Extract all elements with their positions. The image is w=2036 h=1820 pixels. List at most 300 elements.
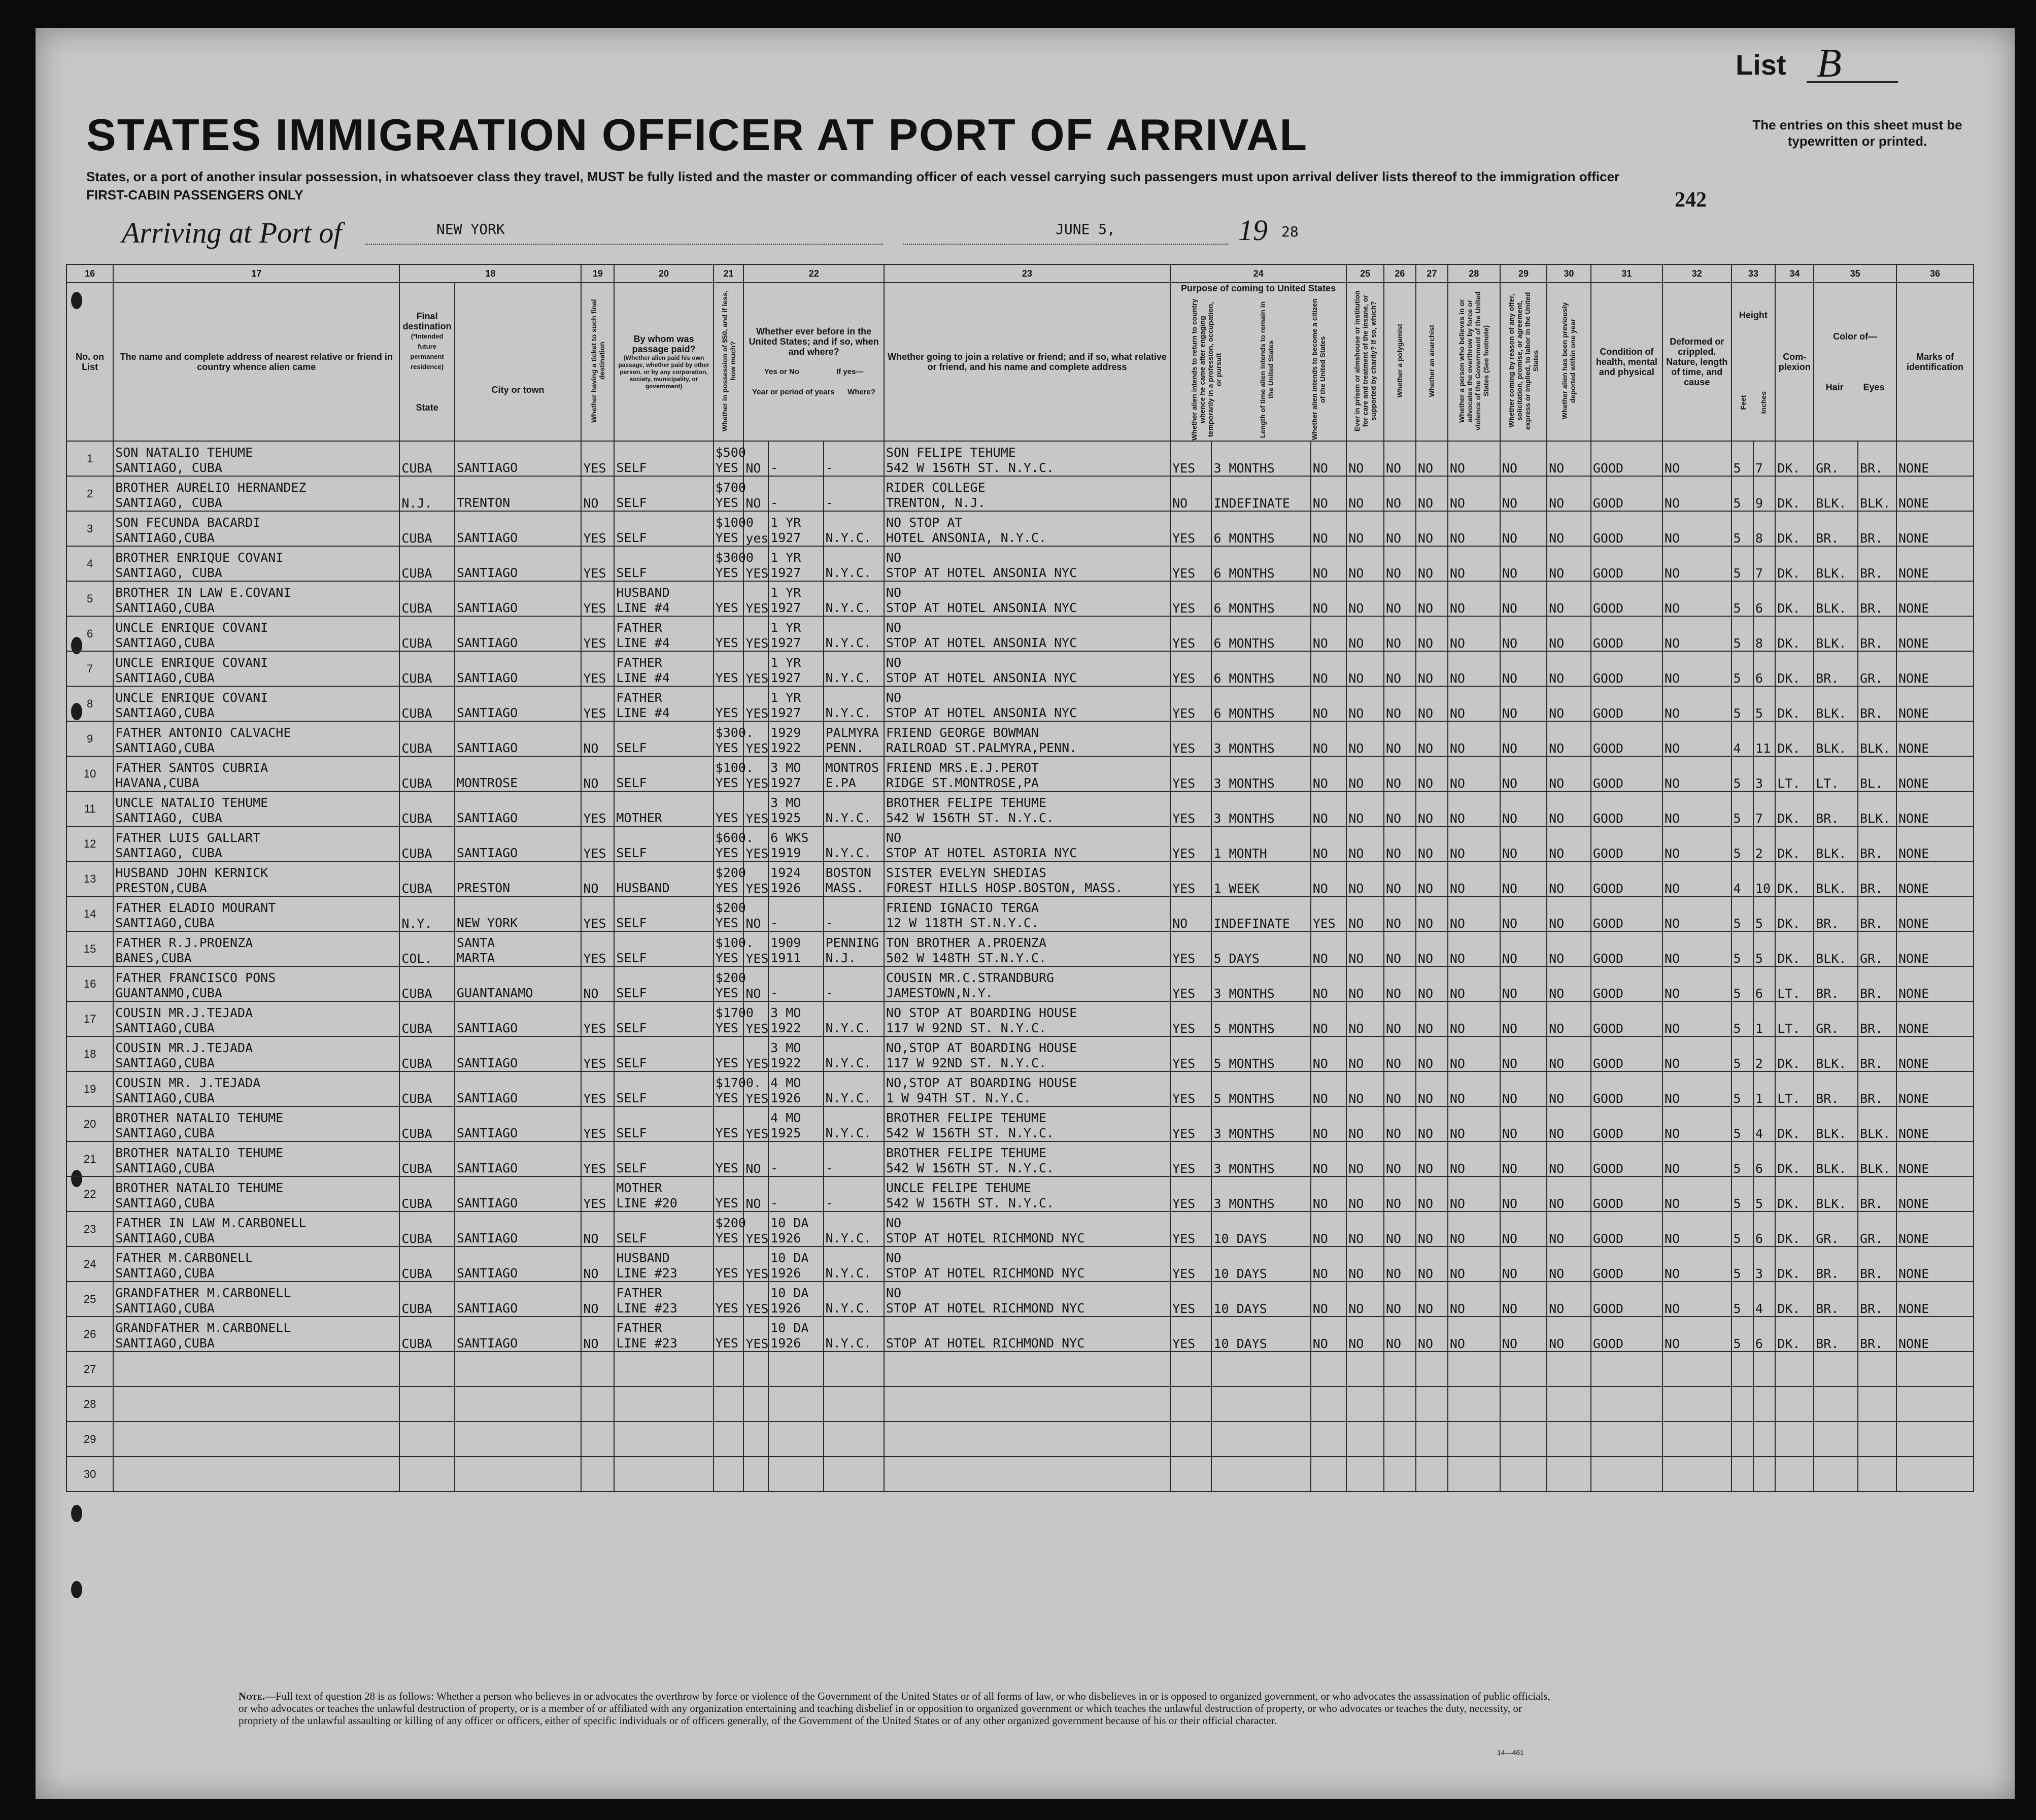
possession-cell <box>714 686 744 721</box>
contract-cell: NO <box>1500 511 1547 546</box>
relative-cell-line-2: BANES,CUBA <box>115 951 192 965</box>
possession-cell-line-2: YES <box>715 916 738 930</box>
prison-cell: NO <box>1346 1282 1384 1317</box>
colnum: 27 <box>1416 264 1448 283</box>
relative-cell <box>113 686 399 721</box>
year-cell <box>768 1282 823 1317</box>
prison-cell: NO <box>1346 476 1384 511</box>
city-cell-line-1 <box>457 515 580 530</box>
purpose-return-cell: YES <box>1170 1246 1211 1282</box>
hair-color-cell: BR. <box>1814 1317 1858 1352</box>
table-row <box>66 581 1974 616</box>
relative-cell <box>113 1001 399 1036</box>
height-inches-cell: 7 <box>1753 546 1775 581</box>
joining-cell-line-1: SON FELIPE TEHUME <box>886 445 1016 460</box>
contract-cell: NO <box>1500 1176 1547 1211</box>
city-cell-line-2: SANTIAGO <box>456 846 518 860</box>
city-cell <box>455 1422 582 1457</box>
relative-cell <box>113 1246 399 1282</box>
year-cell-line-2 <box>770 1476 821 1491</box>
possession-cell-line-2: YES <box>715 565 738 580</box>
city-cell-line-1 <box>457 1461 580 1476</box>
where-cell-line-2: - <box>825 1161 833 1175</box>
city-cell-line-2: PRESTON <box>456 881 511 895</box>
passage-paid-cell <box>614 826 713 861</box>
joining-cell <box>884 616 1170 651</box>
deported-cell <box>1547 1387 1591 1422</box>
prison-cell: NO <box>1346 651 1384 686</box>
col-overthrow <box>1448 283 1500 441</box>
where-cell <box>824 791 884 826</box>
height-inches-cell: 8 <box>1753 511 1775 546</box>
city-cell-line-2: SANTIAGO <box>456 670 518 685</box>
height-inches-cell: 9 <box>1753 476 1775 511</box>
passage-paid-cell-line-1 <box>616 970 711 986</box>
purpose-return-cell: NO <box>1170 476 1211 511</box>
row-number: 28 <box>66 1387 113 1422</box>
relative-cell-line-1: UNCLE NATALIO TEHUME <box>115 795 268 810</box>
purpose-citizen-cell: NO <box>1311 1282 1347 1317</box>
prison-cell: NO <box>1346 441 1384 476</box>
year-cell <box>768 511 823 546</box>
complexion-cell: DK. <box>1775 1211 1814 1246</box>
height-feet-cell: 5 <box>1732 1317 1753 1352</box>
possession-cell-line-2: YES <box>715 1161 738 1175</box>
overthrow-cell: NO <box>1448 826 1500 861</box>
polygamist-cell: NO <box>1384 651 1416 686</box>
eye-color-cell: GR. <box>1858 651 1896 686</box>
relative-cell-line-2: SANTIAGO,CUBA <box>115 705 215 720</box>
city-cell-line-1 <box>457 445 580 460</box>
height-feet-cell: 5 <box>1732 686 1753 721</box>
anarchist-cell: NO <box>1416 1282 1448 1317</box>
purpose-citizen-cell <box>1311 1422 1347 1457</box>
complexion-cell: DK. <box>1775 1317 1814 1352</box>
row-number: 11 <box>66 791 113 826</box>
possession-cell-line-1 <box>716 1356 742 1371</box>
city-cell-line-2: SANTIAGO <box>456 811 518 825</box>
marks-cell <box>1896 1457 1974 1492</box>
deformed-cell: NO <box>1662 1282 1732 1317</box>
deported-cell: NO <box>1547 441 1591 476</box>
city-cell <box>455 721 582 756</box>
inches-label: Inches <box>1759 391 1768 414</box>
overthrow-cell: NO <box>1448 1246 1500 1282</box>
relative-cell-line-2 <box>115 1476 397 1491</box>
colnum: 35 <box>1814 264 1896 283</box>
city-cell-line-1 <box>457 1356 580 1371</box>
joining-cell <box>884 686 1170 721</box>
relative-cell <box>113 441 399 476</box>
prison-cell: NO <box>1346 686 1384 721</box>
purpose-return-cell: YES <box>1170 826 1211 861</box>
where-cell <box>824 1282 884 1317</box>
eye-color-cell <box>1858 1422 1896 1457</box>
purpose-return-cell: YES <box>1170 581 1211 616</box>
city-cell-line-1 <box>457 865 580 881</box>
where-cell-line-2: N.J. <box>825 951 856 965</box>
table-row <box>66 1422 1974 1457</box>
marks-cell: NONE <box>1896 476 1974 511</box>
purpose-return-cell: YES <box>1170 756 1211 791</box>
possession-cell-line-2: YES <box>715 460 738 475</box>
height-feet-cell: 5 <box>1732 1176 1753 1211</box>
table-row <box>66 1387 1974 1422</box>
ticket-cell: NO <box>581 1282 614 1317</box>
where-label: Where? <box>847 388 876 396</box>
where-cell-line-2 <box>826 1406 882 1421</box>
height-feet-cell: 5 <box>1732 791 1753 826</box>
year-cell <box>768 1352 823 1387</box>
possession-cell <box>714 1211 744 1246</box>
purpose-citizen-cell: NO <box>1311 1001 1347 1036</box>
joining-cell-line-2 <box>886 1371 1168 1386</box>
eye-color-cell: GR. <box>1858 1211 1896 1246</box>
city-cell <box>455 651 582 686</box>
passage-paid-cell <box>614 1001 713 1036</box>
where-cell <box>824 826 884 861</box>
date-underline <box>903 244 1228 245</box>
purpose-length-cell: 6 MONTHS <box>1211 651 1310 686</box>
ever-before-cell: NO <box>743 966 768 1001</box>
joining-cell <box>884 1457 1170 1492</box>
passage-paid-cell-line-2: SELF <box>616 1126 647 1140</box>
health-cell: GOOD <box>1591 581 1662 616</box>
passage-paid-cell <box>614 1352 713 1387</box>
city-cell-line-2: GUANTANAMO <box>456 986 533 1000</box>
passage-paid-cell-line-2 <box>616 1441 711 1456</box>
city-cell-line-2: SANTIAGO <box>456 1056 518 1070</box>
year-cell-line-2: 1926 <box>770 1336 801 1351</box>
relative-cell <box>113 966 399 1001</box>
row-number: 19 <box>66 1071 113 1106</box>
state-cell: CUBA <box>399 1211 454 1246</box>
year-cell <box>768 476 823 511</box>
overthrow-cell: NO <box>1448 1141 1500 1176</box>
passage-paid-cell-line-1: FATHER <box>616 620 662 635</box>
anarchist-cell: NO <box>1416 651 1448 686</box>
hair-color-cell: BR. <box>1814 966 1858 1001</box>
complexion-cell: DK. <box>1775 651 1814 686</box>
table-row <box>66 791 1974 826</box>
possession-cell <box>714 1246 744 1282</box>
possession-cell <box>714 1422 744 1457</box>
polygamist-cell: NO <box>1384 476 1416 511</box>
polygamist-cell: NO <box>1384 1176 1416 1211</box>
year-cell <box>768 1246 823 1282</box>
deported-cell: NO <box>1547 1176 1591 1211</box>
city-cell-line-2: SANTIAGO <box>456 600 518 615</box>
purpose-return-cell: YES <box>1170 721 1211 756</box>
ticket-cell: NO <box>581 1317 614 1352</box>
joining-cell <box>884 1176 1170 1211</box>
joining-cell-line-2 <box>886 1406 1168 1421</box>
polygamist-cell: NO <box>1384 756 1416 791</box>
joining-cell <box>884 1317 1170 1352</box>
possession-cell-line-1: $100. <box>715 760 754 775</box>
height-feet-cell: 5 <box>1732 1141 1753 1176</box>
anarchist-cell <box>1416 1457 1448 1492</box>
passage-paid-cell-line-2: SELF <box>616 776 647 790</box>
joining-cell <box>884 1282 1170 1317</box>
height-feet-cell: 5 <box>1732 511 1753 546</box>
passage-paid-cell <box>614 686 713 721</box>
relative-cell-line-1: FATHER FRANCISCO PONS <box>115 970 276 985</box>
purpose-length-cell: 6 MONTHS <box>1211 581 1310 616</box>
possession-cell-line-1 <box>716 1426 742 1441</box>
relative-cell <box>113 476 399 511</box>
eye-color-cell <box>1858 1457 1896 1492</box>
state-cell: CUBA <box>399 1317 454 1352</box>
where-cell-line-2: MASS. <box>825 881 864 895</box>
deported-cell: NO <box>1547 686 1591 721</box>
purpose-length-cell: 1 MONTH <box>1211 826 1310 861</box>
city-cell-line-1 <box>457 655 580 670</box>
manifest-grid <box>66 264 1974 1492</box>
passage-paid-cell-line-2 <box>616 1371 711 1386</box>
city-cell-line-1 <box>457 760 580 776</box>
deformed-cell: NO <box>1662 1071 1732 1106</box>
city-cell-line-1 <box>457 1391 580 1406</box>
overthrow-cell <box>1448 1457 1500 1492</box>
contract-cell: NO <box>1500 896 1547 931</box>
deported-cell: NO <box>1547 581 1591 616</box>
health-cell: GOOD <box>1591 651 1662 686</box>
col-anarchist <box>1416 283 1448 441</box>
row-number: 30 <box>66 1457 113 1492</box>
joining-cell-line-1: NO <box>886 585 902 600</box>
passage-paid-cell-line-2: LINE #20 <box>616 1196 677 1210</box>
possession-cell <box>714 511 754 546</box>
ticket-cell: YES <box>581 1071 614 1106</box>
sheet-number: 242 <box>1675 188 1707 212</box>
contract-cell <box>1500 1422 1547 1457</box>
prison-cell <box>1346 1457 1384 1492</box>
overthrow-cell: NO <box>1448 721 1500 756</box>
overthrow-cell: NO <box>1448 1282 1500 1317</box>
joining-cell <box>884 861 1170 896</box>
height-inches-cell: 1 <box>1753 1001 1775 1036</box>
colnum: 24 <box>1170 264 1346 283</box>
purpose-return-cell: YES <box>1170 791 1211 826</box>
hair-color-cell: BR. <box>1814 1246 1858 1282</box>
possession-cell <box>714 1001 754 1036</box>
ticket-cell: NO <box>581 861 614 896</box>
state-cell: CUBA <box>399 721 454 756</box>
overthrow-cell: NO <box>1448 1036 1500 1071</box>
contract-cell: NO <box>1500 441 1547 476</box>
joining-cell-line-1 <box>886 1461 1168 1476</box>
possession-cell-line-2: YES <box>715 1336 738 1351</box>
health-cell <box>1591 1422 1662 1457</box>
year-cell-line-1: 1 YR <box>770 515 801 530</box>
height-feet-cell <box>1732 1422 1753 1457</box>
ticket-cell: NO <box>581 1211 614 1246</box>
eye-color-cell: BLK. <box>1858 791 1896 826</box>
ticket-cell: YES <box>581 616 614 651</box>
possession-cell <box>714 896 744 931</box>
passage-paid-cell-line-1 <box>616 1216 711 1231</box>
passenger-manifest-table <box>66 264 1974 1492</box>
purpose-return-cell: YES <box>1170 1141 1211 1176</box>
hair-color-cell: LT. <box>1814 756 1858 791</box>
table-row <box>66 896 1974 931</box>
table-row <box>66 651 1974 686</box>
possession-cell-line-2: YES <box>715 1056 738 1070</box>
complexion-cell: DK. <box>1775 1176 1814 1211</box>
complexion-cell: DK. <box>1775 476 1814 511</box>
where-cell <box>824 441 884 476</box>
year-cell-line-2: 1925 <box>770 811 801 825</box>
relative-cell-line-1: GRANDFATHER M.CARBONELL <box>115 1286 291 1300</box>
prison-cell <box>1346 1387 1384 1422</box>
joining-cell-line-1: COUSIN MR.C.STRANDBURG <box>886 970 1055 985</box>
passage-paid-cell-line-2: HUSBAND <box>616 881 670 895</box>
purpose-length-cell: 5 MONTHS <box>1211 1001 1310 1036</box>
form-number: 14—461 <box>1497 1748 1524 1757</box>
relative-cell <box>113 1352 399 1387</box>
anarchist-cell: NO <box>1416 1141 1448 1176</box>
joining-cell-line-1: NO STOP AT BOARDING HOUSE <box>886 1005 1077 1020</box>
relative-cell-line-2: SANTIAGO,CUBA <box>115 600 215 615</box>
possession-cell-line-1: $1000 <box>715 515 754 530</box>
year-cell <box>768 1071 823 1106</box>
possession-cell-line-1: $1700. <box>715 1075 761 1090</box>
table-row <box>66 441 1974 476</box>
table-row <box>66 1317 1974 1352</box>
complexion-cell: DK. <box>1775 1106 1814 1141</box>
purpose-length-cell <box>1211 1352 1310 1387</box>
height-feet-cell: 5 <box>1732 581 1753 616</box>
table-row <box>66 1176 1974 1211</box>
ever-before-cell: YES <box>743 1001 768 1036</box>
col-relative: The name and complete address of nearest relative or friend in country whence alien came <box>113 283 399 441</box>
joining-cell <box>884 1001 1170 1036</box>
health-cell: GOOD <box>1591 1246 1662 1282</box>
ever-before-cell <box>743 1422 768 1457</box>
city-cell <box>455 756 582 791</box>
contract-cell <box>1500 1387 1547 1422</box>
ticket-cell: YES <box>581 1141 614 1176</box>
eye-color-cell: BR. <box>1858 1176 1896 1211</box>
colnum: 22 <box>743 264 884 283</box>
year-cell-line-2: 1926 <box>770 1231 801 1245</box>
passage-paid-cell-line-1: MOTHER <box>616 1181 662 1195</box>
possession-cell <box>714 756 754 791</box>
deported-cell: NO <box>1547 826 1591 861</box>
polygamist-cell: NO <box>1384 791 1416 826</box>
height-inches-cell: 7 <box>1753 791 1775 826</box>
year-cell-line-1 <box>770 1426 821 1441</box>
marks-cell: NONE <box>1896 1036 1974 1071</box>
deported-cell: NO <box>1547 476 1591 511</box>
year-period-label: Year or period of years <box>752 388 835 396</box>
city-cell-line-1 <box>457 1110 580 1126</box>
polygamist-cell <box>1384 1352 1416 1387</box>
height-feet-cell: 5 <box>1732 966 1753 1001</box>
state-cell: CUBA <box>399 756 454 791</box>
marks-cell: NONE <box>1896 1106 1974 1141</box>
joining-cell <box>884 476 1170 511</box>
ever-before-cell: YES <box>743 1211 768 1246</box>
where-cell <box>824 1211 884 1246</box>
passage-paid-cell-line-1: FATHER <box>616 1286 662 1300</box>
passage-paid-cell <box>614 1071 713 1106</box>
joining-cell <box>884 1141 1170 1176</box>
height-inches-cell: 5 <box>1753 686 1775 721</box>
city-cell-line-2: SANTIAGO <box>456 1021 518 1035</box>
overthrow-cell: NO <box>1448 1001 1500 1036</box>
prison-cell: NO <box>1346 861 1384 896</box>
deformed-cell: NO <box>1662 896 1732 931</box>
complexion-cell: LT. <box>1775 966 1814 1001</box>
deported-cell <box>1547 1422 1591 1457</box>
relative-cell-line-2: SANTIAGO,CUBA <box>115 670 215 685</box>
passage-paid-cell <box>614 756 713 791</box>
year-cell-line-2: 1919 <box>770 846 801 860</box>
contract-cell: NO <box>1500 791 1547 826</box>
colnum: 29 <box>1500 264 1547 283</box>
height-inches-cell: 5 <box>1753 931 1775 966</box>
deported-cell: NO <box>1547 1317 1591 1352</box>
polygamist-cell: NO <box>1384 826 1416 861</box>
prison-cell: NO <box>1346 1071 1384 1106</box>
health-cell: GOOD <box>1591 896 1662 931</box>
possession-label: Whether in possession of $50, and if less, how much? <box>720 290 737 431</box>
overthrow-cell <box>1448 1352 1500 1387</box>
passage-paid-cell <box>614 1457 713 1492</box>
year-cell-line-1: 1 YR <box>770 655 801 670</box>
year-cell-line-2: - <box>770 986 778 1000</box>
where-cell-line-1 <box>826 1391 882 1406</box>
passage-paid-cell <box>614 791 713 826</box>
ticket-cell <box>581 1457 614 1492</box>
year-cell <box>768 1317 823 1352</box>
polygamist-cell: NO <box>1384 686 1416 721</box>
year-cell-line-2: 1922 <box>770 1056 801 1070</box>
height-inches-cell: 6 <box>1753 581 1775 616</box>
prison-label: Ever in prison or almshouse or institution for care and treatment of the insane, or supported by charity? If so, which? <box>1353 290 1378 431</box>
col-deformed: Deformed or crippled. Nature, length of time, and cause <box>1662 283 1732 441</box>
city-cell-line-2: SANTIAGO <box>456 1231 518 1245</box>
overthrow-cell: NO <box>1448 1317 1500 1352</box>
year-cell <box>768 1211 823 1246</box>
deported-cell: NO <box>1547 931 1591 966</box>
state-cell: CUBA <box>399 1176 454 1211</box>
passage-paid-cell-line-1 <box>616 865 711 881</box>
intro-text <box>86 167 1685 204</box>
deformed-cell: NO <box>1662 1246 1732 1282</box>
joining-cell <box>884 511 1170 546</box>
health-cell: GOOD <box>1591 1106 1662 1141</box>
year-cell-line-1 <box>770 1461 821 1476</box>
row-number: 25 <box>66 1282 113 1317</box>
height-feet-cell: 5 <box>1732 826 1753 861</box>
contract-cell: NO <box>1500 1246 1547 1282</box>
deformed-cell: NO <box>1662 931 1732 966</box>
health-cell: GOOD <box>1591 791 1662 826</box>
year-cell-line-2: 1926 <box>770 1266 801 1280</box>
passage-paid-cell-line-1 <box>616 550 711 565</box>
city-cell <box>455 1211 582 1246</box>
deformed-cell: NO <box>1662 721 1732 756</box>
purpose-return-cell: YES <box>1170 1317 1211 1352</box>
passage-paid-cell-line-1: HUSBAND <box>616 1251 670 1265</box>
table-row <box>66 1246 1974 1282</box>
height-inches-cell: 6 <box>1753 1141 1775 1176</box>
health-cell <box>1591 1352 1662 1387</box>
marks-cell: NONE <box>1896 616 1974 651</box>
